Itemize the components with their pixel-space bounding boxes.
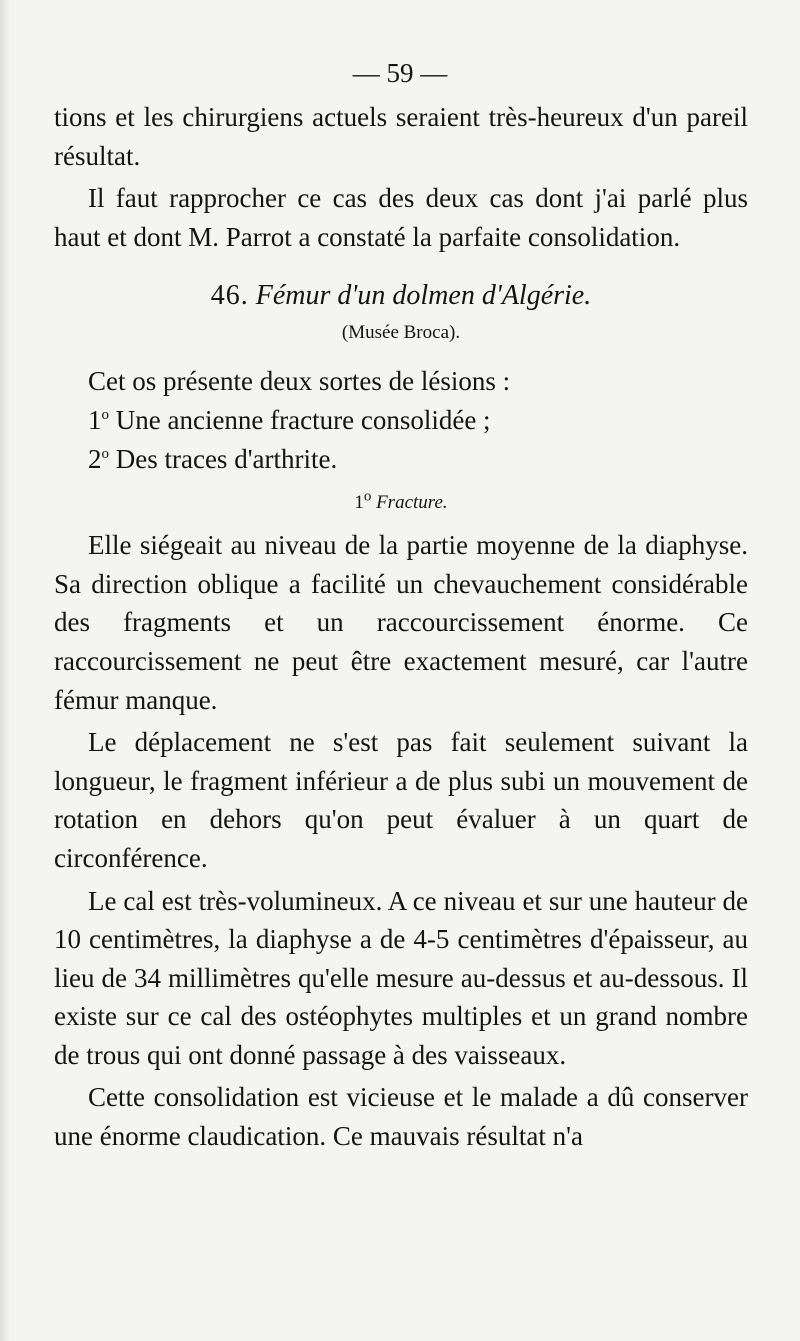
paragraph: Elle siégeait au niveau de la partie moyenne de la diaphyse. Sa direction oblique a facilité un chevauchement considérable des fragments et un raccourcissement énorme. Ce raccourcissement ne peut être exactement mesuré, car l'autre fémur manque. xyxy=(54,530,748,715)
section-title: Fémur d'un dolmen d'Algérie. xyxy=(255,280,592,312)
page-body xyxy=(54,98,748,1156)
list-text: Une ancienne fracture consolidée ; xyxy=(109,404,491,435)
list-number: 2 xyxy=(88,443,102,474)
intro-line: Cet os présente deux sortes de lésions : xyxy=(88,366,511,397)
list-number: 1 xyxy=(88,404,102,435)
section-subtitle: (Musée Broca). xyxy=(341,322,461,344)
section-number: 46. xyxy=(210,280,249,312)
section-heading xyxy=(54,274,748,318)
subsection-ordinal-mark: o xyxy=(363,488,372,505)
paragraph: Le cal est très-volumineux. A ce niveau et sur une hauteur de 10 centimètres, la diaphyse a de 4-5 centimètres d'épaisseur, au lieu de 34 millimètres qu'elle mesure au-dessus et au-dessous. Il existe sur ce cal des ostéophytes multiples et un grand nombre de trous qui ont donné passage à des vaisseaux. xyxy=(54,885,748,1070)
list-item xyxy=(54,440,748,479)
subsection-title: Fracture. xyxy=(376,492,448,514)
list-ordinal-mark: o xyxy=(101,445,109,462)
subsection-number: 1 xyxy=(354,492,364,514)
list-item xyxy=(54,401,748,440)
paragraph: Le déplacement ne s'est pas fait seulement suivant la longueur, le fragment inférieur a de plus subi un mouvement de rotation en dehors qu'on peut évaluer à un quart de circonférence. xyxy=(54,727,748,873)
paragraph-continuation: tions et les chirurgiens actuels seraient très-heureux d'un pareil résultat. xyxy=(54,102,748,171)
paragraph: Il faut rapprocher ce cas des deux cas dont j'ai parlé plus haut et dont M. Parrot a constaté la parfaite consolidation. xyxy=(54,183,748,252)
list-ordinal-mark: o xyxy=(101,406,109,423)
list-text: Des traces d'arthrite. xyxy=(109,443,338,474)
subsection-heading xyxy=(54,488,748,518)
page-number: — 59 — xyxy=(352,58,448,88)
paragraph: Cette consolidation est vicieuse et le malade a dû conserver une énorme claudication. Ce mauvais résultat n'a xyxy=(54,1082,748,1152)
